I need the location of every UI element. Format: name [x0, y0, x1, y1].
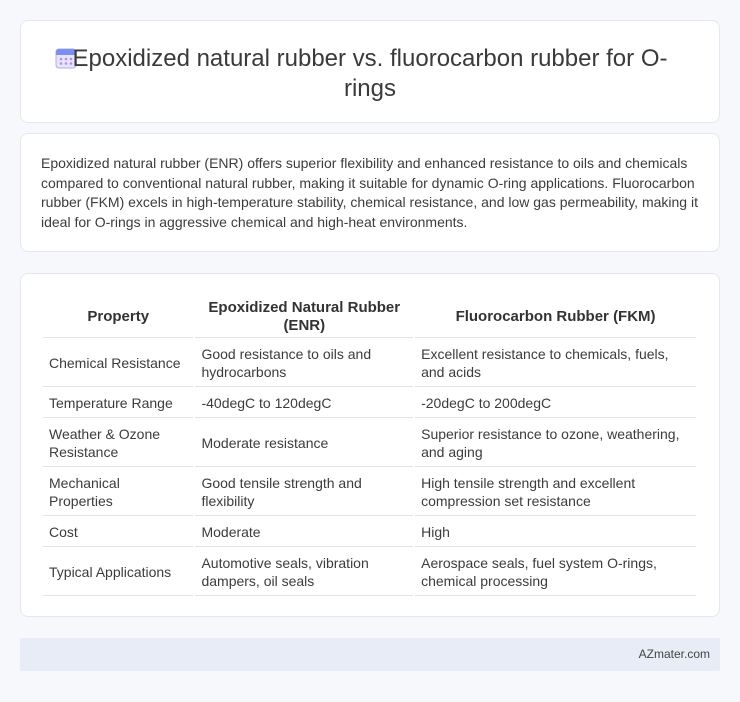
- page-title: Epoxidized natural rubber vs. fluorocarbon rubber for O-rings: [72, 45, 668, 102]
- title-card: [20, 20, 720, 123]
- enr-cell: Good resistance to oils and hydrocarbons: [195, 340, 413, 387]
- fkm-cell: Superior resistance to ozone, weathering, and aging: [415, 420, 696, 467]
- enr-cell: Automotive seals, vibration dampers, oil seals: [195, 549, 413, 596]
- property-cell: Weather & Ozone Resistance: [43, 420, 193, 467]
- table-row: [43, 518, 696, 547]
- comparison-table: [41, 294, 698, 598]
- table-row: [43, 549, 696, 596]
- description-card: [20, 133, 720, 252]
- enr-cell: Good tensile strength and flexibility: [195, 469, 413, 516]
- fkm-cell: High: [415, 518, 696, 547]
- table-row: [43, 340, 696, 387]
- table-row: [43, 420, 696, 467]
- description-text: Epoxidized natural rubber (ENR) offers superior flexibility and enhanced resistance to oils and chemicals compared to conventional natural rubber, making it suitable for dynamic O-ring applications. Fluorocarbon rubber (FKM) excels in high-temperature stability, chemical resistance, and low gas permeability, making it ideal for O-rings in aggressive chemical and high-heat environments.: [41, 155, 698, 230]
- enr-cell: Moderate resistance: [195, 420, 413, 467]
- column-header-fkm: Fluorocarbon Rubber (FKM): [415, 296, 696, 338]
- fkm-cell: -20degC to 200degC: [415, 389, 696, 418]
- table-row: [43, 469, 696, 516]
- fkm-cell: High tensile strength and excellent compression set resistance: [415, 469, 696, 516]
- fkm-cell: Excellent resistance to chemicals, fuels, and acids: [415, 340, 696, 387]
- property-cell: Temperature Range: [43, 389, 193, 418]
- property-cell: Mechanical Properties: [43, 469, 193, 516]
- column-header-property: Property: [43, 296, 193, 338]
- footer-brand-link[interactable]: AZmater.com: [638, 647, 710, 661]
- footer-bar: [20, 638, 720, 671]
- property-cell: Typical Applications: [43, 549, 193, 596]
- enr-cell: Moderate: [195, 518, 413, 547]
- fkm-cell: Aerospace seals, fuel system O-rings, chemical processing: [415, 549, 696, 596]
- column-header-enr: Epoxidized Natural Rubber (ENR): [195, 296, 413, 338]
- table-header-row: [43, 296, 696, 338]
- property-cell: Chemical Resistance: [43, 340, 193, 387]
- comparison-table-card: [20, 273, 720, 617]
- enr-cell: -40degC to 120degC: [195, 389, 413, 418]
- property-cell: Cost: [43, 518, 193, 547]
- table-row: [43, 389, 696, 418]
